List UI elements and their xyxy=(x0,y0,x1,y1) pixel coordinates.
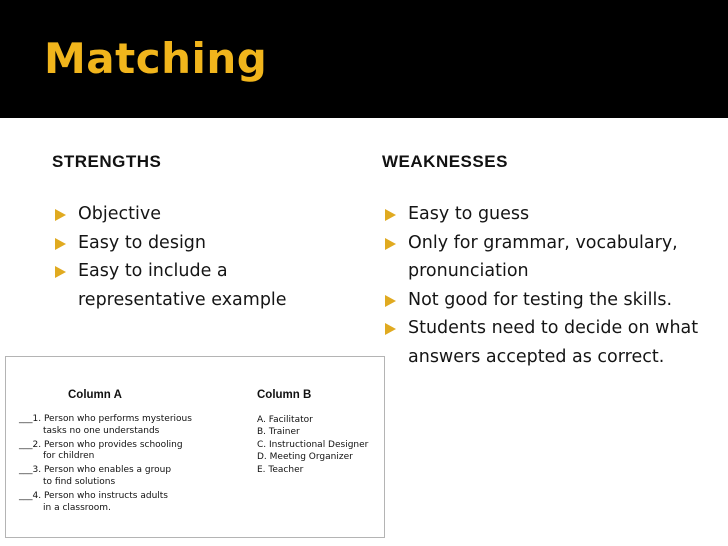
question-item xyxy=(19,414,229,438)
weakness-item xyxy=(382,229,702,286)
title-band xyxy=(0,0,728,118)
weakness-item-text: Not good for testing the skills. xyxy=(408,289,673,310)
strength-item xyxy=(52,200,352,229)
matching-example-image xyxy=(5,356,385,538)
question-item xyxy=(19,465,229,489)
bullet-arrow-icon xyxy=(55,238,66,250)
question-line: ___1. Person who performs mysterious xyxy=(19,414,192,424)
weakness-item-text: Easy to guess xyxy=(408,204,530,224)
option-item: B. Trainer xyxy=(257,427,300,438)
question-list xyxy=(19,414,229,516)
question-line-continued: for children xyxy=(43,451,95,462)
weakness-item-text: Students need to decide on what answers accepted as correct. xyxy=(408,318,699,367)
question-item xyxy=(19,491,229,515)
bullet-arrow-icon xyxy=(55,209,66,221)
weaknesses-heading: WEAKNESSES xyxy=(382,152,508,171)
strength-item-text: Easy to include a representative example xyxy=(78,261,287,310)
bullet-arrow-icon xyxy=(385,323,396,335)
weakness-item-text: Only for grammar, vocabulary, pronunciation xyxy=(408,232,678,281)
strengths-heading: STRENGTHS xyxy=(52,152,162,171)
weaknesses-column xyxy=(382,152,702,371)
strengths-column xyxy=(52,152,352,314)
option-item: C. Instructional Designer xyxy=(257,439,369,450)
question-line-continued: in a classroom. xyxy=(43,502,111,513)
strength-item-text: Easy to design xyxy=(78,232,207,253)
bullet-arrow-icon xyxy=(385,209,396,221)
question-line: ___3. Person who enables a group xyxy=(19,465,172,476)
bullet-arrow-icon xyxy=(385,238,396,250)
question-line: ___2. Person who provides schooling xyxy=(19,439,183,450)
question-line-continued: tasks no one understands xyxy=(43,425,160,436)
strength-item-text: Objective xyxy=(78,204,161,224)
question-line: ___4. Person who instructs adults xyxy=(19,490,168,501)
weaknesses-list xyxy=(382,200,702,371)
option-list xyxy=(257,414,382,476)
strengths-list xyxy=(52,200,352,314)
strength-item xyxy=(52,229,352,258)
strength-item xyxy=(52,257,352,314)
bullet-arrow-icon xyxy=(385,295,396,307)
option-item: E. Teacher xyxy=(257,464,304,475)
option-item: D. Meeting Organizer xyxy=(257,452,353,463)
question-item xyxy=(19,440,229,464)
weakness-item xyxy=(382,314,702,371)
question-line-continued: to find solutions xyxy=(43,476,116,487)
slide-title: Matching xyxy=(44,34,268,83)
bullet-arrow-icon xyxy=(55,266,66,278)
option-item: A. Facilitator xyxy=(257,415,313,425)
weakness-item xyxy=(382,200,702,229)
column-a-header: Column A xyxy=(68,389,122,401)
weakness-item xyxy=(382,286,702,315)
column-b-header: Column B xyxy=(257,389,312,401)
